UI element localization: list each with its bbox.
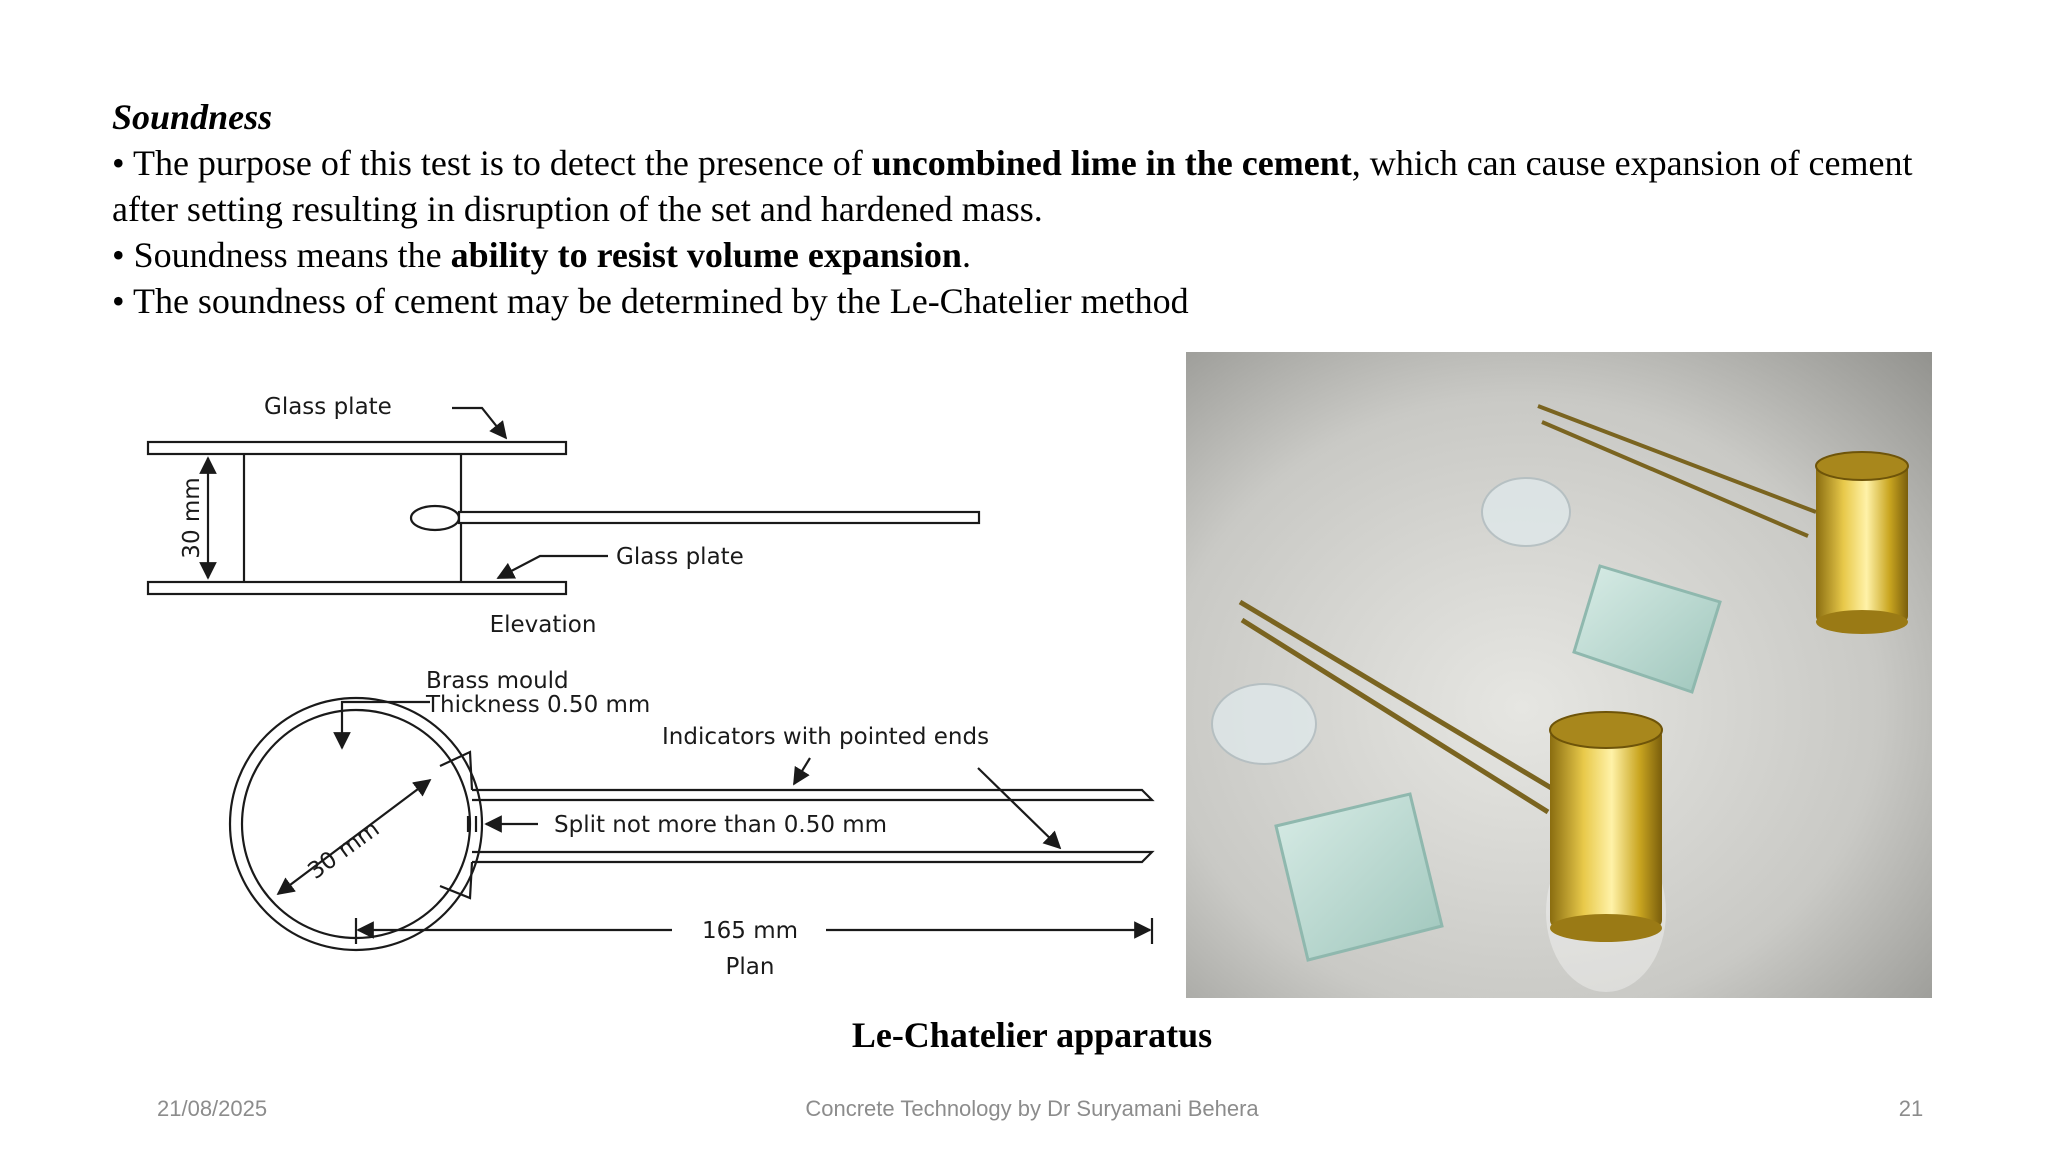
indicator-arm-upper — [472, 790, 1152, 800]
bullet-2-text-a: • Soundness means the — [112, 235, 451, 275]
label-thickness: Thickness 0.50 mm — [426, 692, 651, 718]
indicator-arm-lower — [472, 852, 1152, 862]
slide-heading: Soundness — [112, 97, 273, 137]
bullet-3 — [112, 278, 1972, 324]
label-glass-plate-top: Glass plate — [264, 394, 392, 420]
glass-plate-bottom-shape — [148, 582, 566, 594]
brass-ring-inner — [242, 710, 470, 938]
indicator-rod-elevation — [459, 512, 979, 523]
bullet-3-text: • The soundness of cement may be determined by the Le-Chatelier method — [112, 281, 1189, 321]
footer-date: 21/08/2025 — [157, 1096, 268, 1121]
label-height: 30 mm — [179, 477, 205, 559]
label-glass-plate-bottom: Glass plate — [616, 544, 744, 570]
label-indicators: Indicators with pointed ends — [662, 724, 990, 750]
brass-ring-outer — [230, 698, 482, 950]
page-number: 21 — [1898, 1096, 1924, 1121]
text-block — [112, 94, 1972, 324]
bullet-2 — [112, 232, 1972, 278]
label-split: Split not more than 0.50 mm — [554, 812, 888, 838]
label-length: 165 mm — [701, 918, 799, 944]
bullet-1-bold: uncombined lime in the cement — [871, 143, 1352, 183]
bullet-1-text-b: , which can cause expansion of cement after setting resulting in disruption of the set and hardened mass. — [112, 143, 1913, 229]
figure-caption: Le-Chatelier apparatus — [851, 1015, 1213, 1055]
footer-title: Concrete Technology by Dr Suryamani Behera — [805, 1096, 1259, 1121]
label-brass-mould: Brass mould — [426, 668, 569, 694]
bullet-2-text-b: . — [961, 235, 971, 275]
bullet-1-text-a: • The purpose of this test is to detect the presence of — [112, 143, 872, 183]
le-chatelier-diagram — [130, 370, 1170, 990]
bullet-1 — [112, 140, 1972, 232]
label-plan: Plan — [725, 954, 775, 980]
label-elevation: Elevation — [489, 612, 597, 638]
indicator-bulb — [411, 506, 459, 530]
apparatus-photo — [1186, 352, 1932, 998]
bullet-2-bold: ability to resist volume expansion — [450, 235, 962, 275]
label-diameter: 30 mm — [303, 815, 385, 885]
glass-plate-top-shape — [148, 442, 566, 454]
